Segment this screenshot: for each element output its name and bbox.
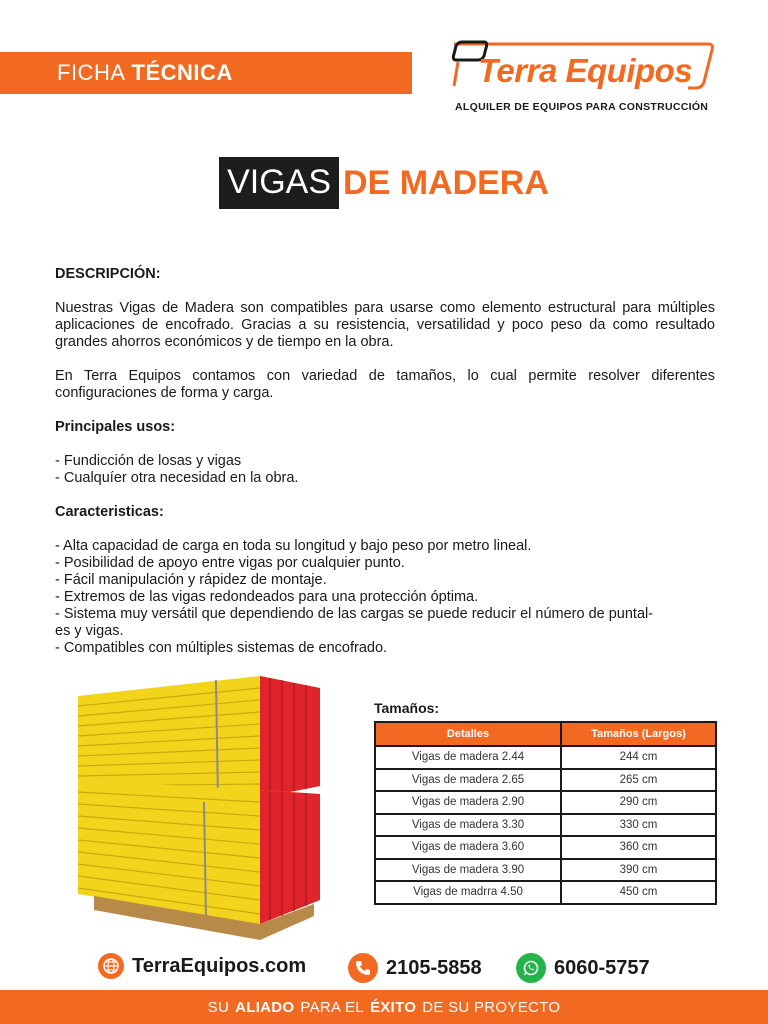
table-cell: Vigas de madera 3.90	[375, 859, 561, 882]
ficha-label: FICHA	[57, 60, 126, 85]
footer-slogan	[0, 990, 768, 1024]
sizes-label: Tamaños:	[374, 700, 440, 716]
whatsapp-icon	[516, 953, 546, 983]
caracteristicas-item: - Extremos de las vigas redondeados para una protección óptima.	[55, 589, 479, 605]
table-cell: 390 cm	[561, 859, 716, 882]
sizes-table	[374, 721, 717, 905]
phone-number[interactable]: 2105-5858	[386, 956, 482, 979]
description-paragraph-2: En Terra Equipos contamos con variedad de tamaños, lo cual permite resolver diferentes configuraciones de forma y carga.	[55, 368, 715, 401]
terra-equipos-logo	[448, 34, 718, 116]
table-cell: 330 cm	[561, 814, 716, 837]
globe-icon	[98, 953, 124, 979]
logo-tagline: ALQUILER DE EQUIPOS PARA CONSTRUCCIÓN	[455, 101, 709, 113]
website-link[interactable]: TerraEquipos.com	[132, 954, 307, 977]
table-cell: Vigas de madera 2.44	[375, 746, 561, 769]
footer-text: PARA EL	[300, 998, 364, 1016]
table-cell: 360 cm	[561, 836, 716, 859]
table-header-cell: Tamaños (Largos)	[561, 722, 716, 746]
caracteristicas-item: - Posibilidad de apoyo entre vigas por cualquier punto.	[55, 555, 405, 571]
description-heading: DESCRIPCIÓN:	[55, 266, 161, 282]
title-boxed-word: VIGAS	[219, 157, 339, 209]
footer-text: SU	[207, 998, 230, 1016]
table-header-row	[375, 722, 716, 746]
ficha-tecnica-banner	[0, 52, 412, 94]
phone-icon	[348, 953, 378, 983]
usos-item: - Fundicción de losas y vigas	[55, 453, 242, 469]
caracteristicas-heading: Caracteristicas:	[55, 504, 164, 520]
table-row	[375, 791, 716, 814]
table-cell: Vigas de madera 2.90	[375, 791, 561, 814]
website-contact[interactable]	[98, 953, 306, 979]
table-row	[375, 836, 716, 859]
table-cell: Vigas de madera 3.60	[375, 836, 561, 859]
whatsapp-number[interactable]: 6060-5757	[554, 956, 650, 979]
table-cell: 450 cm	[561, 881, 716, 904]
caracteristicas-item: - Compatibles con múltiples sistemas de encofrado.	[55, 640, 388, 656]
usos-item: - Cualquíer otra necesidad en la obra.	[55, 470, 299, 486]
table-header-cell: Detalles	[375, 722, 561, 746]
table-cell: Vigas de madera 2.65	[375, 769, 561, 792]
footer-bold-text: ALIADO	[235, 998, 295, 1016]
contact-bar	[0, 953, 768, 985]
caracteristicas-item: - Alta capacidad de carga en toda su longitud y bajo peso por metro lineal.	[55, 538, 532, 554]
table-row	[375, 814, 716, 837]
usos-heading: Principales usos:	[55, 419, 176, 435]
description-paragraph-1: Nuestras Vigas de Madera son compatibles para usarse como elemento estructural para múltiples aplicaciones de encofrado. Gracias a su resistencia, versatilidad y poco peso da como resultado grandes ahorros económicos y de tiempo en la obra.	[55, 300, 715, 350]
caracteristicas-item: es y vigas.	[55, 623, 124, 639]
caracteristicas-item: - Fácil manipulación y rápidez de montaje.	[55, 572, 327, 588]
table-row	[375, 746, 716, 769]
title-rest: DE MADERA	[343, 163, 549, 202]
table-cell: Vigas de madrra 4.50	[375, 881, 561, 904]
footer-bold-text: ÉXITO	[369, 998, 417, 1016]
tecnica-label: TÉCNICA	[131, 60, 233, 85]
page-title	[0, 157, 768, 209]
whatsapp-contact[interactable]	[516, 953, 650, 983]
table-row	[375, 769, 716, 792]
logo-name: Terra Equipos	[478, 52, 693, 89]
table-cell: 290 cm	[561, 791, 716, 814]
table-row	[375, 881, 716, 904]
caracteristicas-item: - Sistema muy versátil que dependiendo de las cargas se puede reducir el número de puntal-	[55, 606, 654, 622]
wood-beams-image	[74, 668, 324, 946]
table-cell: 244 cm	[561, 746, 716, 769]
table-row	[375, 859, 716, 882]
footer-text: DE SU PROYECTO	[422, 998, 561, 1016]
content-body	[55, 266, 715, 657]
phone-contact[interactable]	[348, 953, 482, 983]
table-cell: 265 cm	[561, 769, 716, 792]
table-cell: Vigas de madera 3.30	[375, 814, 561, 837]
